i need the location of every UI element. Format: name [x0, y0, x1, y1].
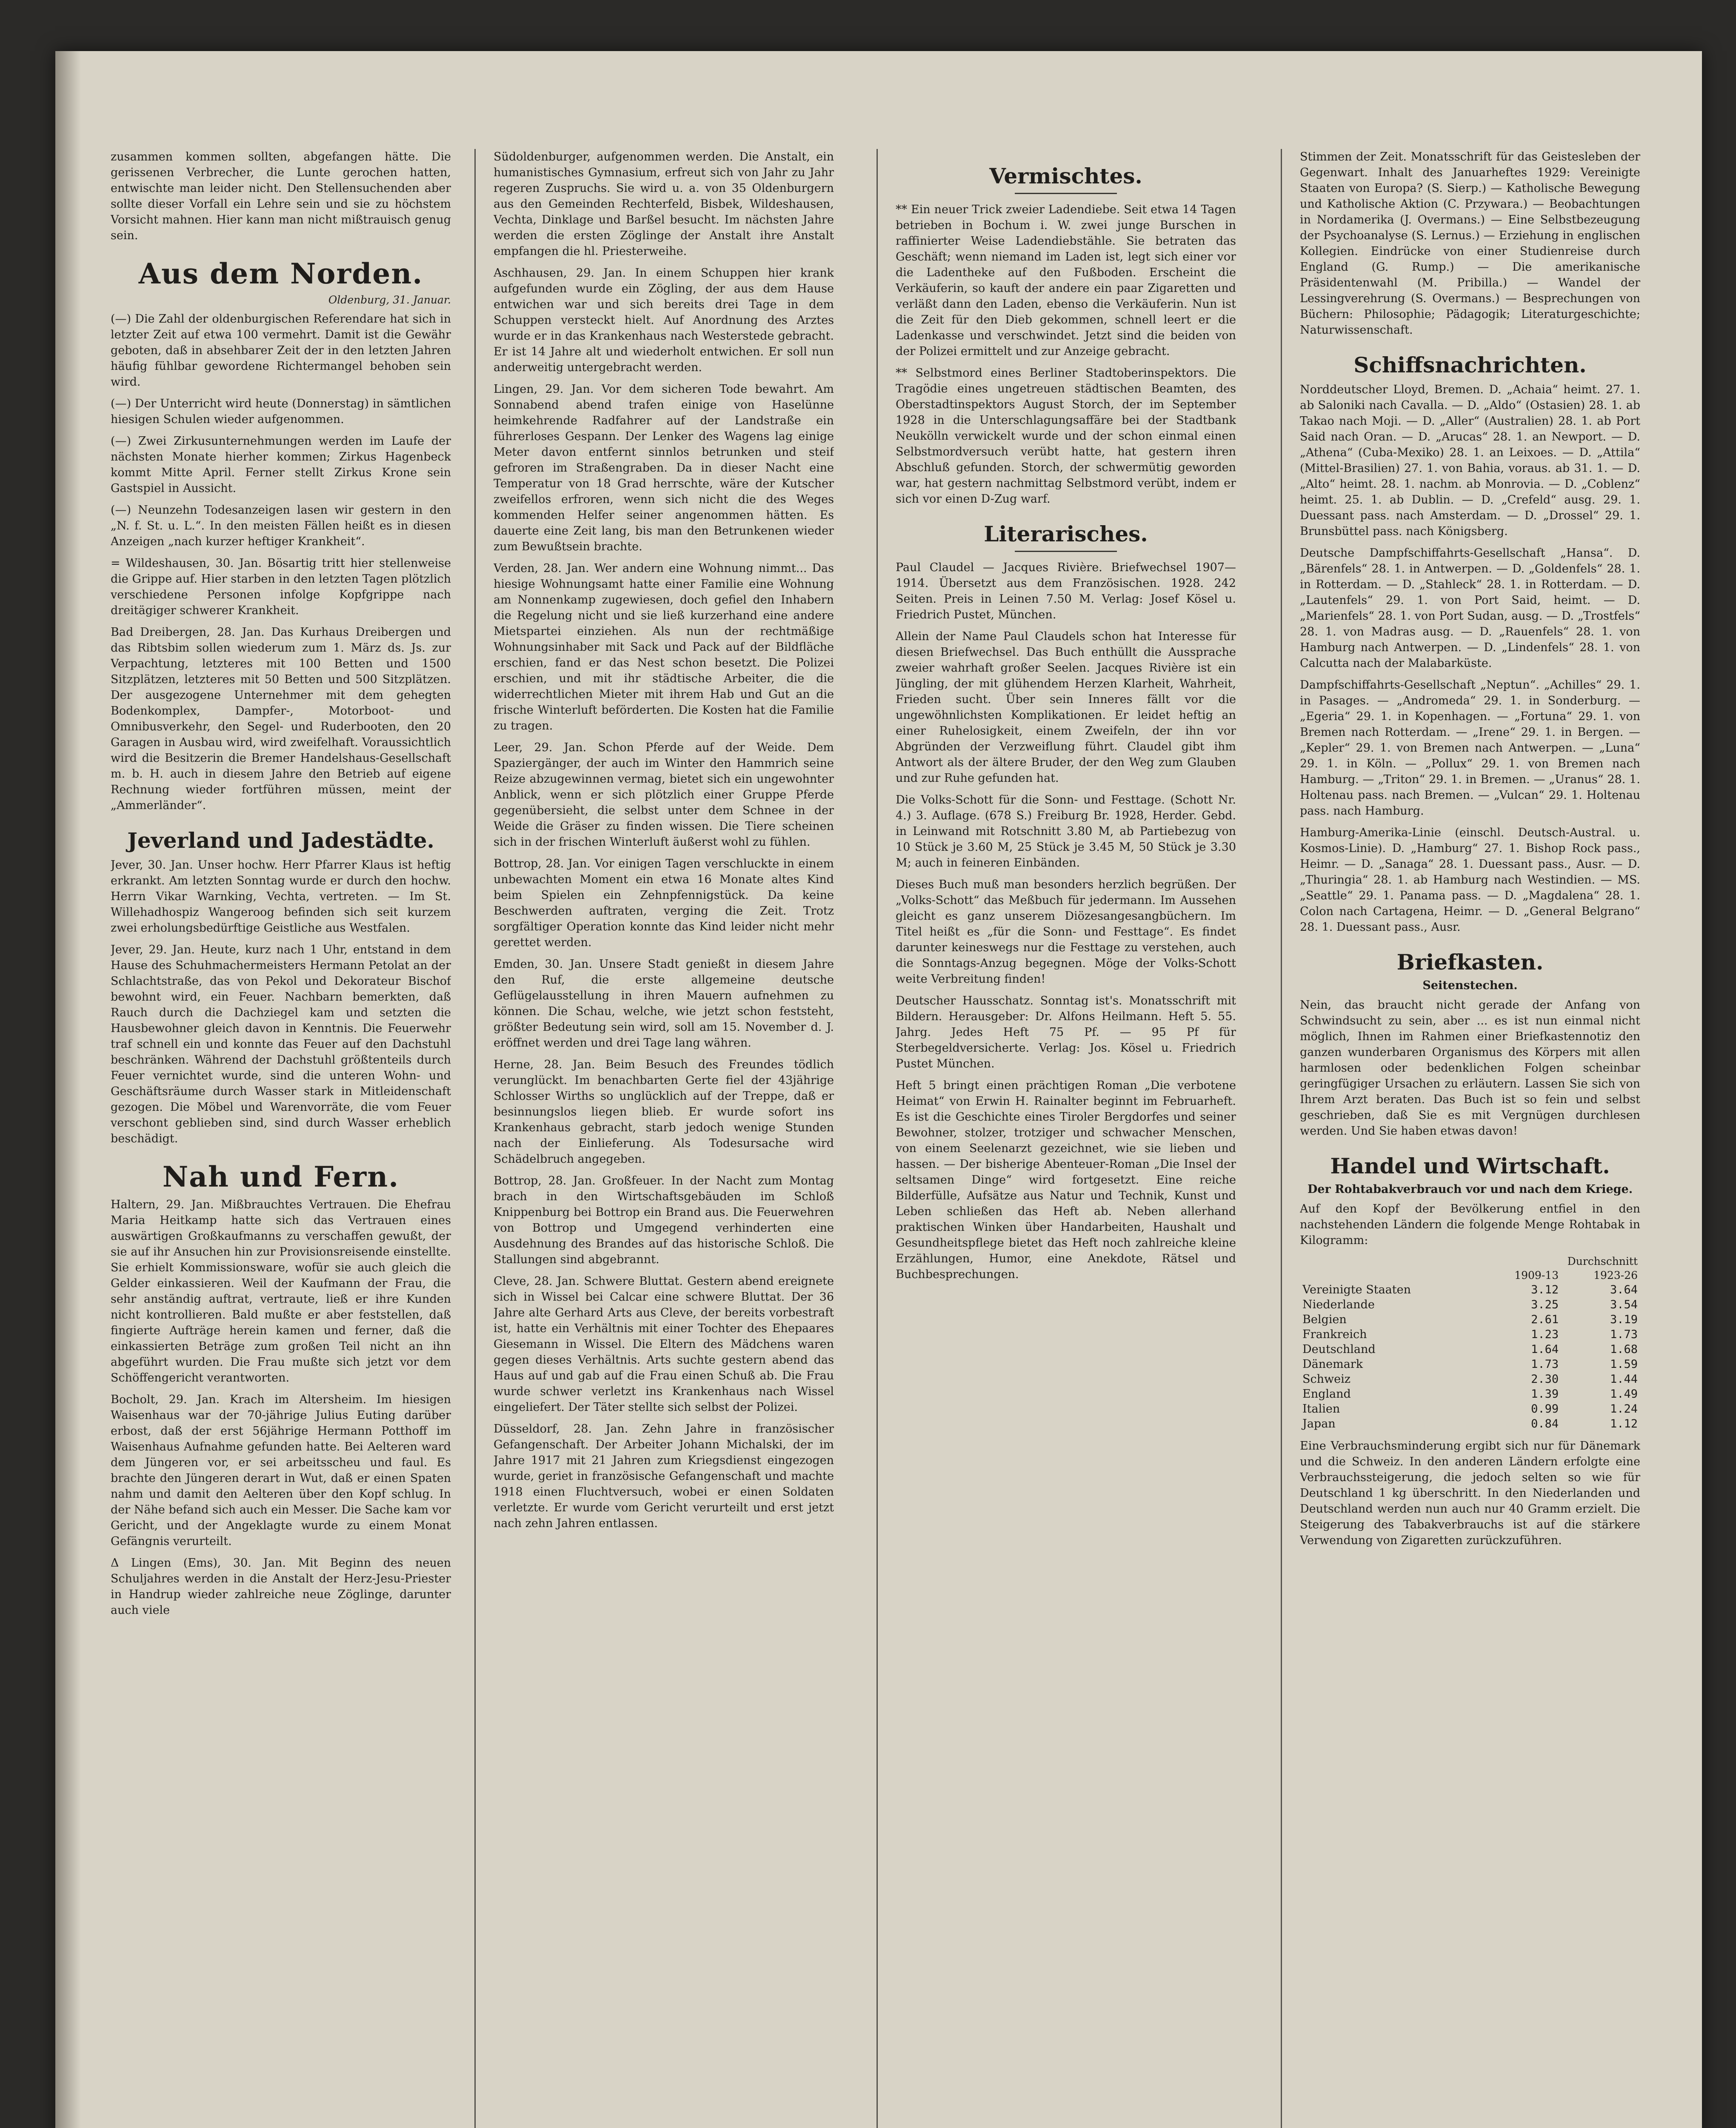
table-cell: 1.64	[1531, 1343, 1559, 1356]
article-text: Stimmen der Zeit. Monatsschrift für das Geistesleben der Gegenwart. Inhalt des Januarheftes 1929: Vereinigte Staaten von Europa? (S. Sierp.) — Katholische Bewegung und Katholische Aktion (C. Przywara.) — Beobachtungen in Nordamerika (J. Overmans.) — Eine Selbstbezeugung der Psychoanalyse (S. Lernus.) — Erziehung in englischen Kollegien. Eindrücke von einer Studienreise durch England (G. Rump.) — Die amerikanische Präsidentenwahl (M. Pribilla.) — Wandel der Lessingverehrung (S. Overmans.) — Besprechungen von Büchern: Philosophie; Pädagogik; Literaturgeschichte; Naturwissenschaft.	[1300, 150, 1640, 337]
article-text: Allein der Name Paul Claudels schon hat Interesse für diesen Briefwechsel. Das Buch enthüllt die Aussprache zweier wahrhaft großer Seelen. Jacques Rivière ist ein Jüngling, der mit glühendem Herzen Klarheit, Wahrheit, Frieden sucht. Über sein Inneres fällt vor die ungewöhnlichsten Komplikationen. Er leidet heftig an einer Ruhelosigkeit, einem Zweifeln, der ihn vor Abgründen der Verzweiflung führt. Claudel gibt ihm Antwort als der ältere Bruder, der den Weg zum Glauben und zur Ruhe gefunden hat.	[896, 630, 1236, 785]
subheading: Der Rohtabakverbrauch vor und nach dem Kriege.	[1307, 1183, 1633, 1196]
article-text: Düsseldorf, 28. Jan. Zehn Jahre in französischer Gefangenschaft. Der Arbeiter Johann Michalski, der im Jahre 1917 mit 21 Jahren zum Kriegsdienst eingezogen wurde, geriet in französische Gefangenschaft und machte 1918 einen Fluchtversuch, wobei er einen Soldaten verletzte. Er wurde vom Gericht verurteilt und erst jetzt nach zehn Jahren entlassen.	[494, 1422, 834, 1530]
table-cell: Vereinigte Staaten	[1302, 1283, 1411, 1296]
table-cell: 1.24	[1610, 1402, 1638, 1416]
column-1	[111, 149, 451, 2128]
article-text: Haltern, 29. Jan. Mißbrauchtes Vertrauen. Die Ehefrau Maria Heitkamp hatte sich das Vertrauen eines auswärtigen Großkaufmanns zu verschaffen gewußt, der sie auf ihr Ansuchen hin zur Provisionsreisende einstellte. Sie erhielt Kommissionsware, wofür sie auch gleich die Gelder einkassieren. Weil der Kaufmann der Frau, die sehr anständig auftrat, vertraute, ließ er ihre Kunden nicht kontrollieren. Bald mußte er aber feststellen, daß fingierte Aufträge herein kamen und ferner, daß die einkassierten Beträge zum großen Teil nicht an ihn abgeführt wurden. Die Frau mußte sich jetzt vor dem Schöffengericht verantworten.	[111, 1198, 451, 1384]
table-cell: Schweiz	[1302, 1373, 1351, 1386]
table-row	[1300, 1402, 1640, 1416]
book-listing: Deutscher Hausschatz. Sonntag ist's. Monatsschrift mit Bildern. Herausgeber: Dr. Alfons Heilmann. Heft 5. 55. Jahrg. Jedes Heft 75 Pf. — 95 Pf für Sterbegeldversicherte. Verlag: Jos. Kösel u. Friedrich Pustet München.	[896, 994, 1236, 1070]
shipping-text: Hamburg-Amerika-Linie (einschl. Deutsch-Austral. u. Kosmos-Linie). D. „Hamburg“ 27. 1. Bishop Rock pass., Heimr. — D. „Sanaga“ 28. 1. Duessant pass., Ausr. — D. „Thuringia“ 28. 1. ab Hamburg nach Westindien. — MS. „Seattle“ 29. 1. Panama pass. — D. „Magdalena“ 28. 1. Colon nach Cartagena, Heimr. — D. „General Belgrano“ 28. 1. Duessant pass., Ausr.	[1300, 826, 1640, 934]
table-cell: 3.64	[1610, 1283, 1638, 1296]
article-text: Verden, 28. Jan. Wer andern eine Wohnung nimmt... Das hiesige Wohnungsamt hatte einer Familie eine Wohnung am Nonnenkamp zugewiesen, doch gefiel den Inhabern die Regelung nicht und sie ließ kurzerhand eine andere Mietspartei einziehen. Als nun der rechtmäßige Wohnungsinhaber mit Sack und Pack auf der Bildfläche erschien, fand er das Nest schon besetzt. Die Polizei erschien, und mit ihr städtische Arbeiter, die die widerrechtlichen Mieter mit ihrem Hab und Gut an die frische Winterluft beförderten. Die Kosten hat die Familie zu tragen.	[494, 562, 834, 732]
table-row	[1300, 1416, 1640, 1431]
book-listing: Paul Claudel — Jacques Rivière. Briefwechsel 1907—1914. Übersetzt aus dem Französischen. 1928. 242 Seiten. Preis in Leinen 7.50 M. Verlag: Josef Kösel u. Friedrich Pustet, München.	[896, 561, 1236, 621]
column-rule	[1281, 149, 1282, 2128]
divider	[1015, 193, 1117, 194]
table-row	[1300, 1387, 1640, 1402]
table-cell: 1.44	[1610, 1373, 1638, 1386]
article-text: Δ Lingen (Ems), 30. Jan. Mit Beginn des neuen Schuljahres werden in die Anstalt der Herz-Jesu-Priester in Handrup wieder zahlreiche neue Zöglinge, darunter auch viele	[111, 1556, 451, 1617]
table-cell: 3.12	[1531, 1283, 1559, 1296]
table-cell: 3.19	[1610, 1313, 1638, 1326]
column-rule	[474, 149, 476, 2128]
table-row	[1300, 1282, 1640, 1297]
table-cell: Deutschland	[1302, 1343, 1376, 1356]
article-text: Heft 5 bringt einen prächtigen Roman „Die verbotene Heimat“ von Erwin H. Rainalter beginnt im Februarheft. Es ist die Geschichte eines Tiroler Bergdorfes und seiner Bewohner, stolzer, trotziger und schwacher Menschen, von einem Seelenarzt gezeichnet, wie sie lieben und hassen. — Der bisherige Abenteuer-Roman „Die Insel der seltsamen Dinge“ wird fortgesetzt. Eine reiche Bilderfülle, Aufsätze aus Natur und Technik, Kunst und Leben schließen das Heft ab. Neben allerhand praktischen Winken über Handarbeiten, Haushalt und Gesundheitspflege bietet das Heft noch zahlreiche kleine Erzählungen, Humor, eine Anekdote, Rätsel und Buchbesprechungen.	[896, 1079, 1236, 1281]
table-cell: 0.99	[1531, 1402, 1559, 1416]
section-heading-vermischtes: Vermischtes.	[989, 163, 1142, 189]
article-text: Dieses Buch muß man besonders herzlich begrüßen. Der „Volks-Schott“ das Meßbuch für jedermann. Im Aussehen gleicht es ganz unserem Diözesangesangbüchern. Im Titel heißt es „für die Sonn- und Festtage“. Es findet darunter keineswegs nur die Festtage zu verstehen, auch die Sonntags-Anzug begegnen. Möge der Volks-Schott weite Verbreitung finden!	[896, 878, 1236, 986]
article-text: (—) Die Zahl der oldenburgischen Referendare hat sich in letzter Zeit auf etwa 100 vermehrt. Damit ist die Gewähr geboten, daß in absehbarer Zeit der in den letzten Jahren häufig fühlbar gewordene Richtermangel behoben sein wird.	[111, 312, 451, 389]
page-spine-shadow	[55, 51, 81, 2128]
table-cell: 3.54	[1610, 1298, 1638, 1311]
table-row	[1300, 1372, 1640, 1387]
table-cell: 1.73	[1610, 1328, 1638, 1341]
column-rule	[877, 149, 878, 2128]
table-cell: Niederlande	[1302, 1298, 1375, 1311]
table-caption: Durchschnitt	[1567, 1255, 1638, 1267]
table-cell: Dänemark	[1302, 1358, 1363, 1371]
table-header: 1909-13	[1514, 1269, 1559, 1281]
table-row	[1300, 1312, 1640, 1327]
article-text: Bad Dreibergen, 28. Jan. Das Kurhaus Dreibergen und das Ribtsbim sollen wiederum zum 1. März ds. Js. zur Verpachtung, letzteres mit 100 Betten und 1500 Sitzplätzen, letzteres mit 50 Betten und 500 Sitzplätzen. Der ausgezogene Unternehmer mit dem gehegten Bodenkomplex, Dampfer-, Motorboot- und Omnibusverkehr, den Segel- und Ruderbooten, den 20 Garagen in Ausbau wird, wird zweifelhaft. Voraussichtlich wird die Besitzerin die Bremer Handelshaus-Gesellschaft m. b. H. auch in diesem Jahre den Betrieb auf eigene Rechnung wieder fortführen müssen, meint der „Ammerländer“.	[111, 626, 451, 812]
table-cell: England	[1302, 1387, 1351, 1401]
article-text: ** Selbstmord eines Berliner Stadtoberinspektors. Die Tragödie eines ungetreuen städtischen Beamten, des Oberstadtinspektors August Storch, der im September 1928 in die Unterschlagungsaffäre bei der Stadtbank Neukölln verwickelt wurde und der schon einmal einen Selbstmordversuch verübt hatte, hat gestern ihren Abschluß gefunden. Storch, der schwermütig geworden war, hat gestern nachmittag Selbstmord verübt, indem er sich vor einen D-Zug warf.	[896, 366, 1236, 506]
section-heading-schiffsnachrichten: Schiffsnachrichten.	[1353, 352, 1587, 378]
table-cell: Belgien	[1302, 1313, 1347, 1326]
article-text: Bottrop, 28. Jan. Vor einigen Tagen verschluckte in einem unbewachten Moment ein etwa 16 Monate altes Kind beim Spielen ein Zehnpfennigstück. Da keine Beschwerden auftraten, verging die Zeit. Trotz sorgfältiger Operation konnte das Kind leider nicht mehr gerettet werden.	[494, 857, 834, 949]
tobacco-table	[1300, 1254, 1640, 1431]
article-text: Jever, 29. Jan. Heute, kurz nach 1 Uhr, entstand in dem Hause des Schuhmachermeisters Hermann Petolat an der Schlachtstraße, das von Pekol und Dekorateur Bischof bewohnt wird, ein Feuer. Nachbarn bemerkten, daß Rauch durch die Dachziegel kam und setzten die Hausbewohner gleich davon in Kenntnis. Die Feuerwehr traf schnell ein und konnte das Feuer auf den Dachstuhl beschränken. Während der Dachstuhl größtenteils durch Feuer vernichtet wurde, sind die unteren Wohn- und Geschäftsräume durch Wasser stark in Mitleidenschaft gezogen. Die Möbel und Warenvorräte, die vom Feuer verschont geblieben sind, sind durch Wasser erheblich beschädigt.	[111, 943, 451, 1145]
article-text: Eine Verbrauchsminderung ergibt sich nur für Dänemark und die Schweiz. In den anderen Ländern erfolgte eine Verbrauchssteigerung, die jedoch selten so wie für Deutschland 1 kg überschritt. In den Niederlanden und Deutschland werden nun auch nur 40 Gramm erzielt. Die Steigerung des Tabakverbrauchs ist auf die stärkere Verwendung von Zigaretten zurückzuführen.	[1300, 1439, 1640, 1547]
table-cell: 1.49	[1610, 1387, 1638, 1401]
table-cell: Frankreich	[1302, 1328, 1367, 1341]
column-4	[1300, 149, 1640, 2128]
article-text: Emden, 30. Jan. Unsere Stadt genießt in diesem Jahre den Ruf, die erste allgemeine deutsche Geflügelausstellung in ihren Mauern aufnehmen zu können. Die Schau, welche, wie jetzt schon feststeht, größter Bedeutung sein wird, soll am 15. November d. J. eröffnet werden und drei Tage lang währen.	[494, 958, 834, 1050]
table-cell: Italien	[1302, 1402, 1340, 1416]
section-heading-handel: Handel und Wirtschaft.	[1330, 1153, 1610, 1178]
shipping-text: Norddeutscher Lloyd, Bremen. D. „Achaia“ heimt. 27. 1. ab Saloniki nach Cavalla. — D. „Aldo“ (Ostasien) 28. 1. ab Takao nach Moji. — D. „Aller“ (Australien) 28. 1. ab Port Said nach Oran. — D. „Arucas“ 28. 1. an Newport. — D. „Athena“ (Cuba-Mexiko) 28. 1. an Leixoes. — D. „Attila“ (Mittel-Brasilien) 27. 1. von Bahia, voraus. ab 31. 1. — D. „Alto“ heimt. 28. 1. nachm. ab Monrovia. — D. „Coblenz“ heimt. 25. 1. ab Dublin. — D. „Crefeld“ ausg. 29. 1. Duessant pass. nach Amsterdam. — D. „Drossel“ 29. 1. Brunsbüttel pass. nach Königsberg.	[1300, 383, 1640, 538]
shipping-text: Deutsche Dampfschiffahrts-Gesellschaft „Hansa“. D. „Bärenfels“ 28. 1. in Antwerpen. — D. „Goldenfels“ 28. 1. in Rotterdam. — D. „Stahleck“ 28. 1. in Rotterdam. — D. „Lautenfels“ 29. 1. von Port Said, heimt. — D. „Marienfels“ 28. 1. von Port Sudan, ausg. — D. „Trostfels“ 28. 1. von Madras ausg. — D. „Rauenfels“ 28. 1. von Hamburg nach Antwerpen. — D. „Lindenfels“ 28. 1. von Calcutta nach der Malabarküste.	[1300, 546, 1640, 670]
article-text: (—) Neunzehn Todesanzeigen lasen wir gestern in den „N. f. St. u. L.“. In den meisten Fällen heißt es in diesen Anzeigen „nach kurzer heftiger Krankheit“.	[111, 503, 451, 548]
section-heading-norden: Aus dem Norden.	[138, 257, 423, 290]
article-text: (—) Der Unterricht wird heute (Donnerstag) in sämtlichen hiesigen Schulen wieder aufgenommen.	[111, 397, 451, 426]
newspaper-page	[55, 51, 1702, 2128]
article-text: Aschhausen, 29. Jan. In einem Schuppen hier krank aufgefunden wurde ein Zögling, der aus dem Hause entwichen war und sich bereits drei Tage in dem Schuppen versteckt hielt. Auf Anordnung des Arztes wurde er in das Krankenhaus nach Westerstede gebracht. Er ist 14 Jahre alt und wiederholt entwichen. Er soll nun anderweitig untergebracht werden.	[494, 266, 834, 374]
article-text: Leer, 29. Jan. Schon Pferde auf der Weide. Dem Spaziergänger, der auch im Winter den Hammrich seine Reize abzugewinnen vermag, bietet sich ein ungewohnter Anblick, wenn er sich plötzlich einer Gruppe Pferde gegenübersieht, die selbst unter dem Schnee in der Weide die Gräser zu finden wissen. Die Tiere scheinen sich in der frischen Winterluft äußerst wohl zu fühlen.	[494, 741, 834, 849]
article-text: Bottrop, 28. Jan. Großfeuer. In der Nacht zum Montag brach in den Wirtschaftsgebäuden im Schloß Knippenburg bei Bottrop ein Brand aus. Die Feuerwehren von Bottrop und Umgegend verhinderten eine Ausdehnung des Brandes auf das historische Schloß. Die Stallungen sind abgebrannt.	[494, 1174, 834, 1266]
table-cell: 2.30	[1531, 1373, 1559, 1386]
table-row	[1300, 1357, 1640, 1372]
article-text: = Wildeshausen, 30. Jan. Bösartig tritt hier stellenweise die Grippe auf. Hier starben in den letzten Tagen plötzlich verschiedene Personen infolge Kopfgrippe nach dreitägiger schwerer Krankheit.	[111, 557, 451, 617]
article-text: zusammen kommen sollten, abgefangen hätte. Die gerissenen Verbrecher, die Lunte gerochen hatten, entwischte man leider nicht. Den Stellensuchenden aber sollte dieser Vorfall ein Lehre sein und sie zu höchstem Vorsicht mahnen. Hier kann man nicht mißtrauisch genug sein.	[111, 150, 451, 242]
section-heading-literarisches: Literarisches.	[984, 521, 1148, 546]
table-cell: 0.84	[1531, 1417, 1559, 1430]
table-cell: 1.73	[1531, 1358, 1559, 1371]
table-cell: 1.59	[1610, 1358, 1638, 1371]
section-heading-nah-fern: Nah und Fern.	[162, 1160, 400, 1193]
article-text: (—) Zwei Zirkusunternehmungen werden im Laufe der nächsten Monate hierher kommen; Zirkus Hagenbeck kommt Mitte April. Ferner stellt Zirkus Krone sein Gastspiel in Aussicht.	[111, 435, 451, 495]
article-text: Bocholt, 29. Jan. Krach im Altersheim. Im hiesigen Waisenhaus war der 70-jährige Julius Euting darüber erbost, daß der erst 56jährige Hermann Potthoff im Waisenhaus Aufnahme gefunden hatte. Bei Aelteren ward dem Jüngeren vor, er sei arbeitsscheu und faul. Es brachte den Jüngeren derart in Wut, daß er einen Spaten nahm und damit den Aelteren über den Kopf schlug. In der Nähe befand sich auch ein Messer. Die Sache kam vor Gericht, und der Angeklagte wurde zu einem Monat Gefängnis verurteilt.	[111, 1393, 451, 1548]
table-cell: 1.68	[1610, 1343, 1638, 1356]
table-cell: 1.39	[1531, 1387, 1559, 1401]
article-text: ** Ein neuer Trick zweier Ladendiebe. Seit etwa 14 Tagen betrieben in Bochum i. W. zwei junge Burschen in raffinierter Weise Ladendiebstähle. Sie betraten das Geschäft; wenn niemand im Laden ist, legt sich einer vor die Ladentheke auf den Fußboden. Erscheint die Verkäuferin, so kauft der andere ein paar Zigaretten und verläßt dann den Laden, ebenso die Verkäuferin. Nun ist die Zeit für den Dieb gekommen, schnell leert er die Ladenkasse und verschwindet. Jetzt sind die beiden von der Polizei ermittelt und zur Anzeige gebracht.	[896, 203, 1236, 358]
section-heading-briefkasten: Briefkasten.	[1396, 950, 1544, 975]
table-cell: 1.12	[1610, 1417, 1638, 1430]
article-text: Cleve, 28. Jan. Schwere Bluttat. Gestern abend ereignete sich in Wissel bei Calcar eine schwere Bluttat. Der 36 Jahre alte Gerhard Arts aus Cleve, der bereits vorbestraft ist, hatte ein Verhältnis mit einer Tochter des Ehepaares Giesemann in Wissel. Die Eltern des Mädchens waren gegen dieses Verhältnis. Arts suchte gestern abend das Haus auf und gab auf die Frau einen Schuß ab. Die Frau wurde schwer verletzt ins Krankenhaus nach Wissel eingeliefert. Der Täter stellte sich selbst der Polizei.	[494, 1275, 834, 1414]
table-cell: 3.25	[1531, 1298, 1559, 1311]
shipping-text: Dampfschiffahrts-Gesellschaft „Neptun“. „Achilles“ 29. 1. in Pasages. — „Andromeda“ 29. 1. in Sonderburg. — „Egeria“ 29. 1. in Kopenhagen. — „Fortuna“ 29. 1. von Bremen nach Rotterdam. — „Irene“ 29. 1. in Bergen. — „Kepler“ 29. 1. von Bremen nach Antwerpen. — „Luna“ 29. 1. in Köln. — „Pollux“ 29. 1. von Bremen nach Hamburg. — „Triton“ 29. 1. in Bremen. — „Uranus“ 28. 1. Holtenau pass. nach Bremen. — „Vulcan“ 29. 1. Holtenau pass. nach Hamburg.	[1300, 678, 1640, 818]
table-row	[1300, 1297, 1640, 1312]
article-text: Südoldenburger, aufgenommen werden. Die Anstalt, ein humanistisches Gymnasium, erfreut sich von Jahr zu Jahr regeren Zuspruchs. Sie wird u. a. von 35 Oldenburgern aus den Gemeinden Rechterfeld, Bisbek, Wildeshausen, Vechta, Dinklage und Barßel besucht. Im nächsten Jahre werden die ersten Zöglinge der Anstalt ihre Anstalt empfangen die hl. Priesterweihe.	[494, 150, 834, 258]
table-cell: 1.23	[1531, 1328, 1559, 1341]
dateline: Oldenburg, 31. Januar.	[328, 294, 451, 306]
table-header: 1923-26	[1593, 1269, 1638, 1281]
article-text: Lingen, 29. Jan. Vor dem sicheren Tode bewahrt. Am Sonnabend abend trafen einige von Haselünne heimkehrende Radfahrer auf der Landstraße ein führerloses Gespann. Der Lenker des Wagens lag einige Meter davon entfernt sinnlos betrunken und steif gefroren im Straßengraben. Da in dieser Nacht eine Temperatur von 18 Grad herrschte, wäre der Kutscher zweifellos erfroren, wenn sich nicht die des Weges kommenden Helfer seiner angenommen hätten. Es dauerte eine Zeit lang, bis man den Betrunkenen wieder zum Bewußtsein brachte.	[494, 383, 834, 553]
article-text: Herne, 28. Jan. Beim Besuch des Freundes tödlich verunglückt. Im benachbarten Gerte fiel der 43jährige Schlosser Wirths so unglücklich auf der Treppe, daß er besinnungslos liegen blieb. Er wurde sofort ins Krankenhaus gebracht, starb jedoch wenige Stunden nach der Einlieferung. Als Todesursache wird Schädelbruch angegeben.	[494, 1058, 834, 1166]
divider	[1015, 551, 1117, 552]
table-cell: Japan	[1302, 1417, 1336, 1430]
section-heading-jever: Jeverland und Jadestädte.	[127, 828, 434, 853]
article-text: Nein, das braucht nicht gerade der Anfang von Schwindsucht zu sein, aber ... es ist nun einmal nicht möglich, Ihnen im Rahmen einer Briefkastennotiz den ganzen wunderbaren Organismus des Körpers mit allen harmlosen oder bedenklichen Folgen scheinbar geringfügiger Ursachen zu erläutern. Lassen Sie sich von Ihrem Arzt beraten. Das Buch ist so fein und selbst geschrieben, daß Sie es mit Vergnügen durchlesen werden. Und Sie haben etwas davon!	[1300, 998, 1640, 1138]
table-row	[1300, 1342, 1640, 1357]
article-text: Jever, 30. Jan. Unser hochw. Herr Pfarrer Klaus ist heftig erkrankt. Am letzten Sonntag wurde er durch den hochw. Herrn Vikar Warnking, Vechta, vertreten. — Im St. Willehadhospiz Wangeroog befinden sich seit kurzem zwei erholungsbedürftige Geistliche aus Westfalen.	[111, 858, 451, 935]
table-row	[1300, 1327, 1640, 1342]
subheading: Seitenstechen.	[1422, 979, 1518, 992]
table-cell: 2.61	[1531, 1313, 1559, 1326]
article-text: Auf den Kopf der Bevölkerung entfiel in den nachstehenden Ländern die folgende Menge Rohtabak in Kilogramm:	[1300, 1202, 1640, 1247]
book-listing: Die Volks-Schott für die Sonn- und Festtage. (Schott Nr. 4.) 3. Auflage. (678 S.) Freiburg Br. 1928, Herder. Gebd. in Leinwand mit Rotschnitt 3.80 M, ab Partiebezug von 10 Stück je 3.60 M, 25 Stück je 3.45 M, 50 Stück je 3.30 M; auch in feineren Einbänden.	[896, 793, 1236, 870]
column-2	[494, 149, 834, 2128]
column-3	[896, 149, 1236, 2128]
